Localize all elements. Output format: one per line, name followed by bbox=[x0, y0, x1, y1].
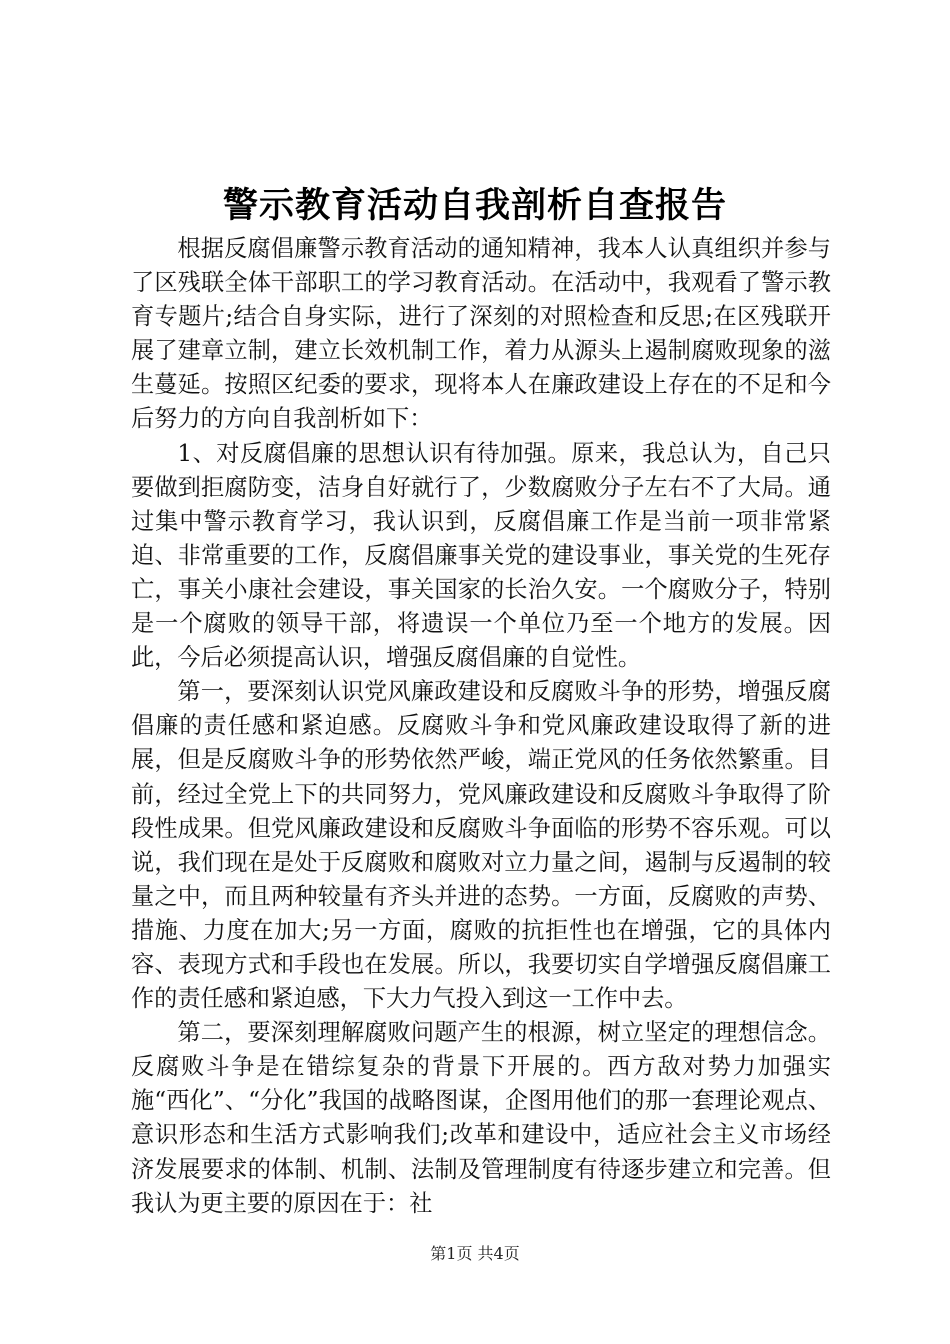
document-title: 警示教育活动自我剖析自查报告 bbox=[222, 186, 727, 226]
document-body bbox=[131, 232, 831, 1221]
paragraph-second: 第二，要深刻理解腐败问题产生的根源，树立坚定的理想信念。反腐败斗争是在错综复杂的背景下开展的。西方敌对势力加强实施“西化”、“分化”我国的战略图谋，企图用他们的那一套理论观点、意识形态和生活方式影响我们;改革和建设中，适应社会主义市场经济发展要求的体制、机制、法制及管理制度有待逐步建立和完善。但我认为更主要的原因在于：社 bbox=[131, 1019, 831, 1217]
paragraph-point-1: 1、对反腐倡廉的思想认识有待加强。原来，我总认为，自己只要做到拒腐防变，洁身自好就行了，少数腐败分子左右不了大局。通过集中警示教育学习，我认识到，反腐倡廉工作是当前一项非常紧迫、非常重要的工作，反腐倡廉事关党的建设事业，事关党的生死存亡，事关小康社会建设，事关国家的长治久安。一个腐败分子，特别是一个腐败的领导干部，将遗误一个单位乃至一个地方的发展。因此，今后必须提高认识，增强反腐倡廉的自觉性。 bbox=[131, 439, 831, 672]
paragraph-intro: 根据反腐倡廉警示教育活动的通知精神，我本人认真组织并参与了区残联全体干部职工的学习教育活动。在活动中，我观看了警示教育专题片;结合自身实际，进行了深刻的对照检查和反思;在区残联开展了建章立制，建立长效机制工作，着力从源头上遏制腐败现象的滋生蔓延。按照区纪委的要求，现将本人在廉政建设上存在的不足和今后努力的方向自我剖析如下： bbox=[131, 235, 831, 433]
page-footer: 第1页 共4页 bbox=[430, 1244, 520, 1263]
paragraph-first: 第一，要深刻认识党风廉政建设和反腐败斗争的形势，增强反腐倡廉的责任感和紧迫感。反腐败斗争和党风廉政建设取得了新的进展，但是反腐败斗争的形势依然严峻，端正党风的任务依然繁重。目前，经过全党上下的共同努力，党风廉政建设和反腐败斗争取得了阶段性成果。但党风廉政建设和反腐败斗争面临的形势不容乐观。可以说，我们现在是处于反腐败和腐败对立力量之间，遏制与反遏制的较量之中，而且两种较量有齐头并进的态势。一方面，反腐败的声势、措施、力度在加大;另一方面，腐败的抗拒性也在增强，它的具体内容、表现方式和手段也在发展。所以，我要切实自学增强反腐倡廉工作的责任感和紧迫感，下大力气投入到这一工作中去。 bbox=[131, 678, 831, 1013]
